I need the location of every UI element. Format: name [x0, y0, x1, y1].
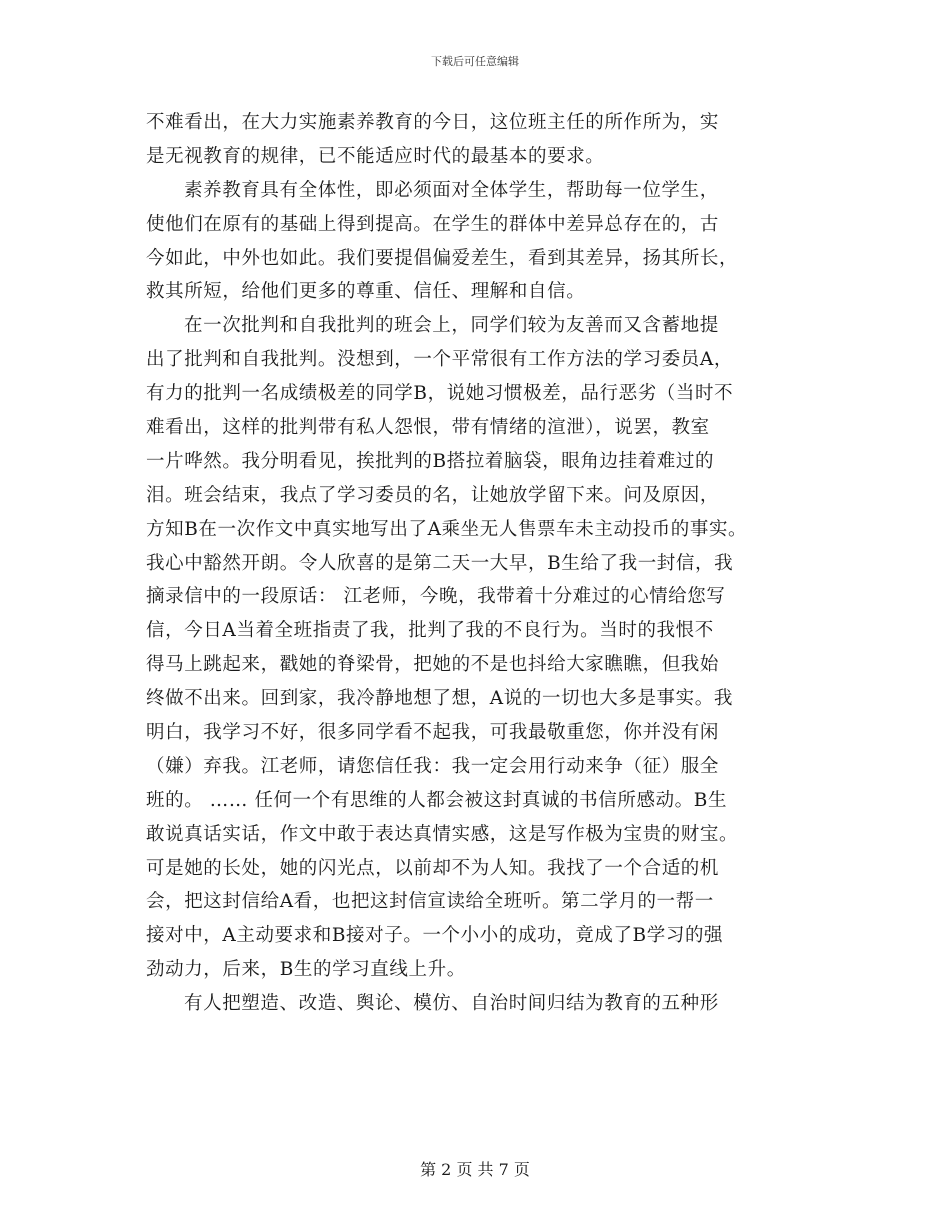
text-line: 一片哗然。我分明看见，挨批判的B搭拉着脑袋，眼角边挂着难过的 [146, 450, 715, 472]
text-line: 摘录信中的一段原话： 江老师，今晚，我带着十分难过的心情给您写 [146, 586, 726, 608]
text-line: 可是她的长处，她的闪光点，以前却不为人知。我找了一个合适的机 [146, 857, 720, 879]
text-line: 泪。班会结束，我点了学习委员的名，让她放学留下来。问及原因， [146, 484, 720, 506]
text-line: 今如此，中外也如此。我们要提倡偏爱差生，看到其差异，扬其所长， [146, 247, 739, 269]
text-line: 使他们在原有的基础上得到提高。在学生的群体中差异总存在的，古 [146, 213, 720, 235]
text-line: 是无视教育的规律，已不能适应时代的最基本的要求。 [146, 145, 605, 167]
text-line: 难看出，这样的批判带有私人怨恨，带有情绪的渲泄），说罢，教室 [146, 417, 710, 439]
text-line: 我心中豁然开朗。令人欣喜的是第二天一大早，B生给了我一封信，我 [146, 552, 734, 574]
text-line: 信，今日A当着全班指责了我，批判了我的不良行为。当时的我恨不 [146, 620, 714, 642]
paragraph-start-line: 在一次批判和自我批判的班会上，同学们较为友善而又含蓄地提 [184, 315, 719, 337]
text-line: 有力的批判一名成绩极差的同学B，说她习惯极差，品行恶劣（当时不 [146, 383, 734, 405]
text-line: 救其所短，给他们更多的尊重、信任、理解和自信。 [146, 281, 586, 303]
text-line: 出了批判和自我批判。没想到，一个平常很有工作方法的学习委员A， [146, 349, 733, 371]
text-line: 班的。 …… 任何一个有思维的人都会被这封真诚的书信所感动。B生 [146, 789, 728, 811]
text-line: 得马上跳起来，戳她的脊梁骨，把她的不是也抖给大家瞧瞧，但我始 [146, 654, 720, 676]
text-line: 方知B在一次作文中真实地写出了A乘坐无人售票车未主动投币的事实。 [146, 518, 748, 540]
text-line: （嫌）弃我。江老师，请您信任我：我一定会用行动来争（征）服全 [146, 755, 720, 777]
text-line: 明白，我学习不好，很多同学看不起我，可我最敬重您，你并没有闲 [146, 722, 720, 744]
text-line: 不难看出，在大力实施素养教育的今日，这位班主任的所作所为，实 [146, 112, 720, 133]
text-line: 会，把这封信给A看，也把这封信宣读给全班听。第二学月的一帮一 [146, 891, 714, 913]
text-line: 敢说真话实话，作文中敢于表达真情实感，这是写作极为宝贵的财宝。 [146, 823, 739, 845]
body-text [146, 106, 826, 1021]
text-line: 接对中，A主动要求和B接对子。一个小小的成功，竟成了B学习的强 [146, 925, 724, 947]
text-line: 劲动力，后来，B生的学习直线上升。 [146, 959, 466, 981]
paragraph-start-line: 有人把塑造、改造、舆论、模仿、自治时间归结为教育的五种形 [184, 993, 719, 1015]
paragraph-start-line: 素养教育具有全体性，即必须面对全体学生，帮助每一位学生， [184, 179, 719, 201]
page-footer: 第 2 页 共 7 页 [420, 1160, 530, 1179]
text-line: 终做不出来。回到家，我冷静地想了想，A说的一切也大多是事实。我 [146, 688, 733, 710]
page-header: 下载后可任意编辑 [431, 55, 519, 68]
